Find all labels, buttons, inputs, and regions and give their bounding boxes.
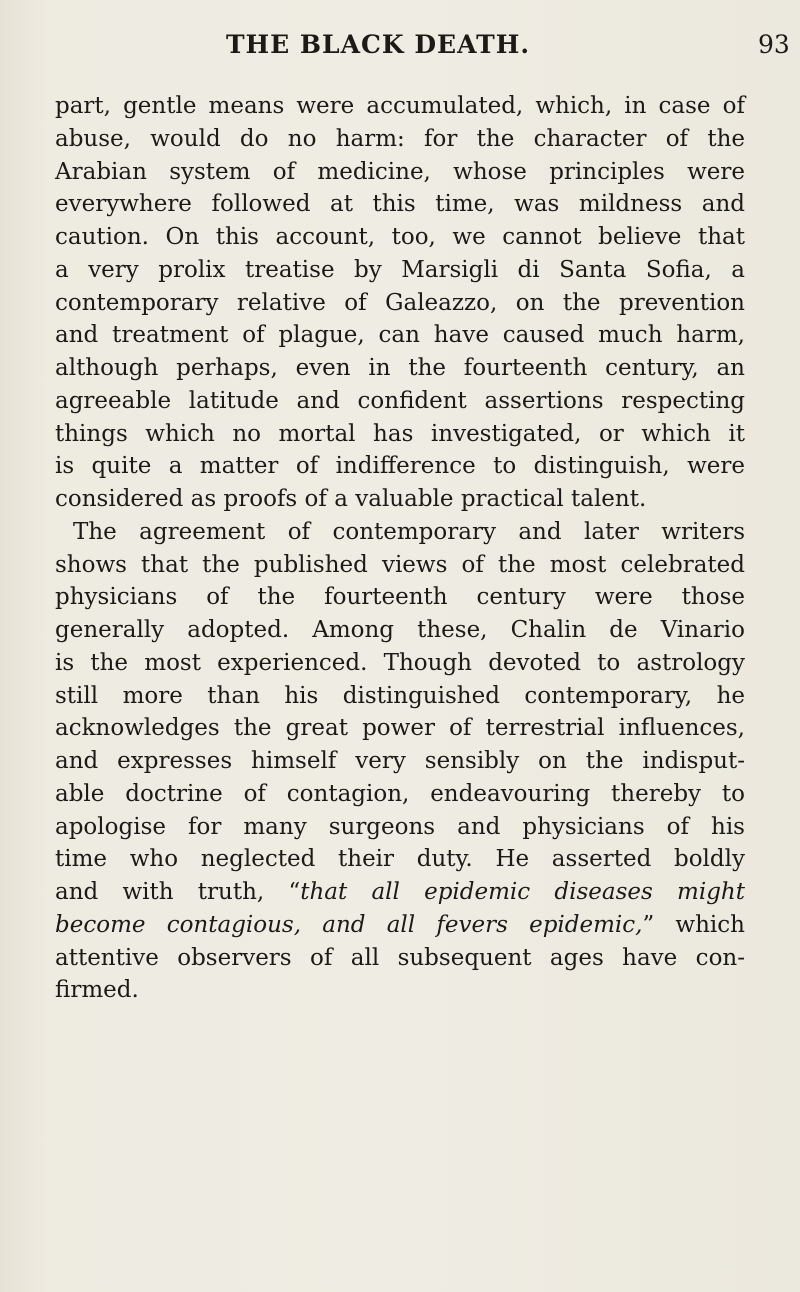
- text-line: [55, 811, 745, 844]
- text-line: [55, 254, 745, 287]
- text-line: [55, 221, 745, 254]
- text-line: [55, 156, 745, 189]
- line-text: Arabian system of medicine, whose principles were: [55, 158, 745, 185]
- line-text: things which no mortal has investigated, or which it: [55, 420, 745, 447]
- text-line: [55, 385, 745, 418]
- line-text: although perhaps, even in the fourteenth century, an: [55, 355, 745, 381]
- line-text: apologise for many surgeons and physicians of his: [55, 813, 745, 840]
- line-text: and expresses himself very sensibly on the indisput-: [55, 748, 745, 774]
- body-text: [55, 90, 745, 1007]
- text-line: [55, 581, 745, 614]
- text-line: [55, 287, 745, 320]
- text-line: [55, 745, 745, 778]
- text-line: [55, 188, 745, 221]
- text-line: [55, 942, 745, 975]
- text-line: [55, 843, 745, 876]
- line-text: ” which: [642, 911, 745, 938]
- text-line: [55, 647, 745, 680]
- text-line: [55, 352, 745, 385]
- text-line: [55, 90, 745, 123]
- line-text: contemporary relative of Galeazzo, on the prevention: [55, 289, 745, 316]
- text-line: [55, 418, 745, 451]
- line-text: agreeable latitude and confident assertions respecting: [55, 387, 745, 414]
- line-text: acknowledges the great power of terrestrial influences,: [55, 715, 745, 742]
- text-line: [55, 974, 745, 1007]
- line-text: everywhere followed at this time, was mildness and: [55, 191, 745, 218]
- text-line: [55, 549, 745, 582]
- line-text: caution. On this account, too, we cannot believe that: [55, 224, 745, 250]
- line-text: generally adopted. Among these, Chalin de Vinario: [55, 617, 745, 643]
- line-text: part, gentle means were accumulated, which, in case of: [55, 93, 745, 119]
- page-number: 93: [758, 30, 790, 59]
- line-text: able doctrine of contagion, endeavouring thereby to: [55, 780, 745, 807]
- text-line: [55, 778, 745, 811]
- line-text: attentive observers of all subsequent ages have con-: [55, 944, 745, 971]
- line-text: physicians of the fourteenth century were those: [55, 584, 745, 611]
- text-line: [55, 516, 745, 549]
- line-text: time who neglected their duty. He asserted boldly: [55, 846, 745, 873]
- line-text: The agreement of contemporary and later writers: [73, 518, 745, 545]
- text-line: [55, 319, 745, 352]
- line-text: considered as proofs of a valuable practical talent.: [55, 486, 647, 512]
- italic-quote-text: that all epidemic diseases might: [300, 879, 745, 905]
- line-text: a very prolix treatise by Marsigli di Santa Sofia, a: [55, 256, 745, 283]
- line-text: shows that the published views of the most celebrated: [55, 551, 745, 578]
- text-line: [55, 680, 745, 713]
- text-line: [55, 876, 745, 909]
- line-text: still more than his distinguished contemporary, he: [55, 682, 745, 709]
- line-text: and treatment of plague, can have caused much harm,: [55, 322, 745, 349]
- line-text: abuse, would do no harm: for the character of the: [55, 125, 745, 152]
- line-text: is quite a matter of indifference to distinguish, were: [55, 453, 745, 480]
- line-text: is the most experienced. Though devoted to astrology: [55, 649, 745, 676]
- text-line: [55, 483, 745, 516]
- text-line: [55, 123, 745, 156]
- running-head: [58, 30, 800, 64]
- italic-quote-text: become contagious, and all fevers epidemic,: [55, 911, 643, 938]
- text-line: [55, 909, 745, 942]
- text-line: [55, 614, 745, 647]
- line-text: and with truth, “: [55, 879, 301, 905]
- running-title: THE BLACK DEATH.: [225, 30, 531, 59]
- text-line: [55, 712, 745, 745]
- text-line: [55, 450, 745, 483]
- line-text: firmed.: [55, 977, 139, 1004]
